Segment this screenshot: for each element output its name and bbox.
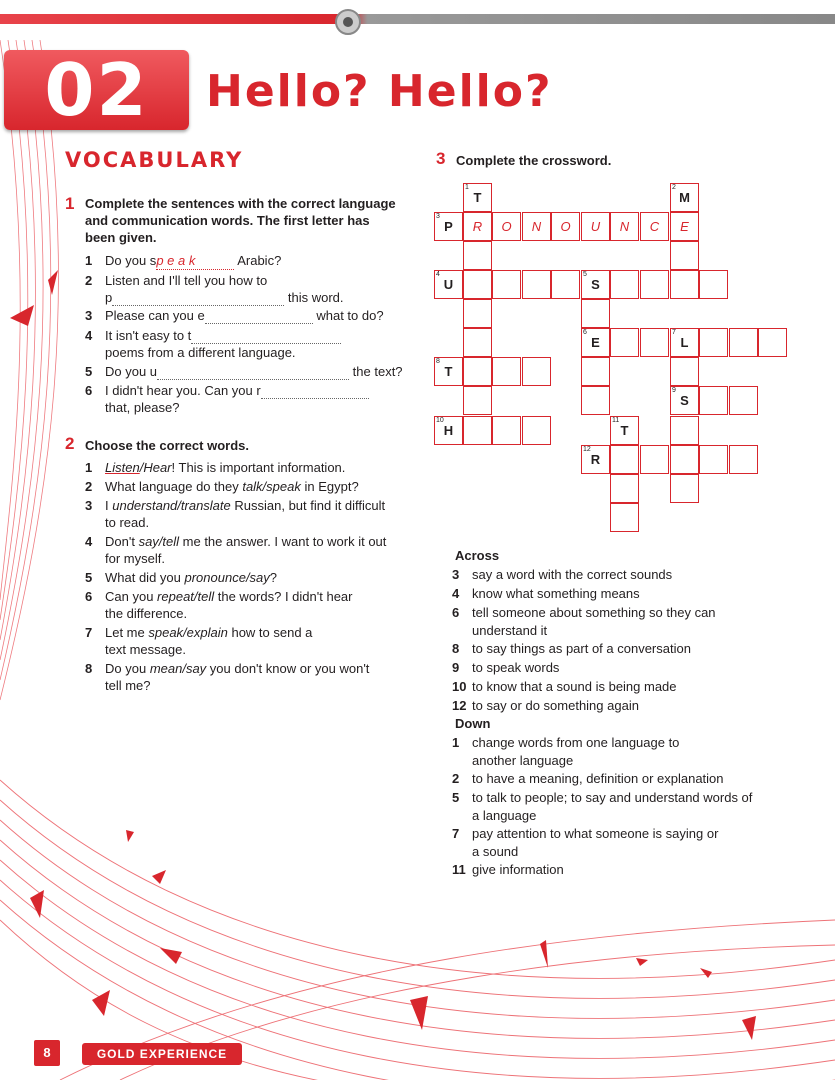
crossword-cell[interactable]: O [492,212,521,241]
across-heading: Across [455,548,500,563]
clue-item: 11 give information [452,862,564,877]
exercise-number: 2 [65,434,75,453]
clue-item: 12 to say or do something again [452,698,639,713]
clue-item: 2 to have a meaning, definition or explanation [452,771,724,786]
list-item: 3 Please can you e what to do? [85,308,384,323]
crossword-cell[interactable]: E [670,212,699,241]
crossword-cell[interactable]: N [522,212,551,241]
option[interactable]: speak/explain [148,625,228,640]
list-item: 7 Let me speak/explain how to send a text message. [85,625,313,657]
exercise-instruction: Choose the correct words. [85,438,249,453]
option[interactable]: understand/translate [112,498,231,513]
crossword-cell[interactable]: U [581,212,610,241]
list-item: 5 What did you pronounce/say? [85,570,278,585]
option[interactable]: talk/speak [242,479,301,494]
exercise-1 [65,195,425,425]
crossword-cell[interactable]: 3 P [434,212,463,241]
crossword-cell[interactable]: 1 T [463,183,492,212]
clue-item: 10 to know that a sound is being made [452,679,677,694]
crossword-cell[interactable]: 12 R [581,445,610,474]
list-item: 8 Do you mean/say you don't know or you won't tell me? [85,661,370,693]
clue-item: 7 pay attention to what someone is saying or a sound [452,826,719,859]
answer-blank[interactable] [191,331,341,344]
crossword-cell[interactable]: 10 H [434,416,463,445]
crossword-cell[interactable]: N [610,212,639,241]
clues [452,548,822,888]
crossword-cell[interactable]: 11 T [610,416,639,445]
crossword-cell[interactable]: C [640,212,669,241]
answer-blank[interactable] [261,386,369,399]
section-title: VOCABULARY [65,148,244,172]
answer-blank[interactable] [157,367,349,380]
left-stripes [0,40,59,700]
exercise-instruction: Complete the sentences with the correct language and communication words. The first letter has been given. [85,196,396,245]
option[interactable]: Hear [143,460,172,475]
top-bar [0,14,835,24]
crossword-cell[interactable]: O [551,212,580,241]
list-item: 6 I didn't hear you. Can you r that, please? [85,382,415,416]
list-item: 6 Can you repeat/tell the words? I didn't hear the difference. [85,589,353,621]
exercise-number: 3 [436,149,446,168]
option[interactable]: repeat/tell [157,589,215,604]
exercise-instruction: Complete the crossword. [456,153,612,168]
clue-item: 4 know what something means [452,586,640,601]
crossword-cell[interactable]: R [463,212,492,241]
list-item: 5 Do you u the text? [85,364,403,379]
list-item: 4 It isn't easy to t poems from a different language. [85,327,415,361]
unit-title: Hello? Hello? [206,66,553,117]
crossword-cell[interactable]: 6 E [581,328,610,357]
option[interactable]: mean/say [149,661,207,676]
list-item: 3 I understand/translate Russian, but find it difficult to read. [85,498,386,530]
down-heading: Down [455,716,491,731]
crossword-cell[interactable]: 7 L [670,328,699,357]
option[interactable]: say/tell [138,534,180,549]
clue-item: 3 say a word with the correct sounds [452,567,673,582]
crossword-cell[interactable]: 4 U [434,270,463,299]
answer-blank[interactable] [205,311,313,324]
list-item: 4 Don't say/tell me the answer. I want to work it out for myself. [85,534,387,566]
crossword-cell[interactable]: 5 S [581,270,610,299]
crossword-cell[interactable]: 8 T [434,357,463,386]
clue-item: 9 to speak words [452,660,560,675]
option-selected[interactable]: Listen [105,460,140,475]
brand-label: GOLD EXPERIENCE [82,1043,242,1065]
clue-item: 5 to talk to people; to say and understand words of a language [452,790,753,823]
crossword-cell[interactable]: 9 S [670,386,699,415]
clue-item: 1 change words from one language to another language [452,735,680,768]
list-item: 2 Listen and I'll tell you how to p this word. [85,273,344,305]
exercise-2 [65,435,425,705]
list-item: 2 What language do they talk/speak in Egypt? [85,479,359,494]
list-item: 1 Do you sp e a k Arabic? [85,253,282,268]
clue-item: 6 tell someone about something so they can understand it [452,605,716,638]
clue-item: 8 to say things as part of a conversation [452,641,691,656]
exercise-number: 1 [65,194,75,213]
page-number: 8 [34,1040,60,1066]
option[interactable]: pronounce/say [184,570,270,585]
answer-blank[interactable] [112,293,284,306]
answer-blank[interactable]: p e a k [156,252,234,270]
list-item: 1 Listen/Hear! This is important information. [85,460,346,475]
unit-number: 02 [44,48,149,132]
crossword-cell[interactable]: 2 M [670,183,699,212]
